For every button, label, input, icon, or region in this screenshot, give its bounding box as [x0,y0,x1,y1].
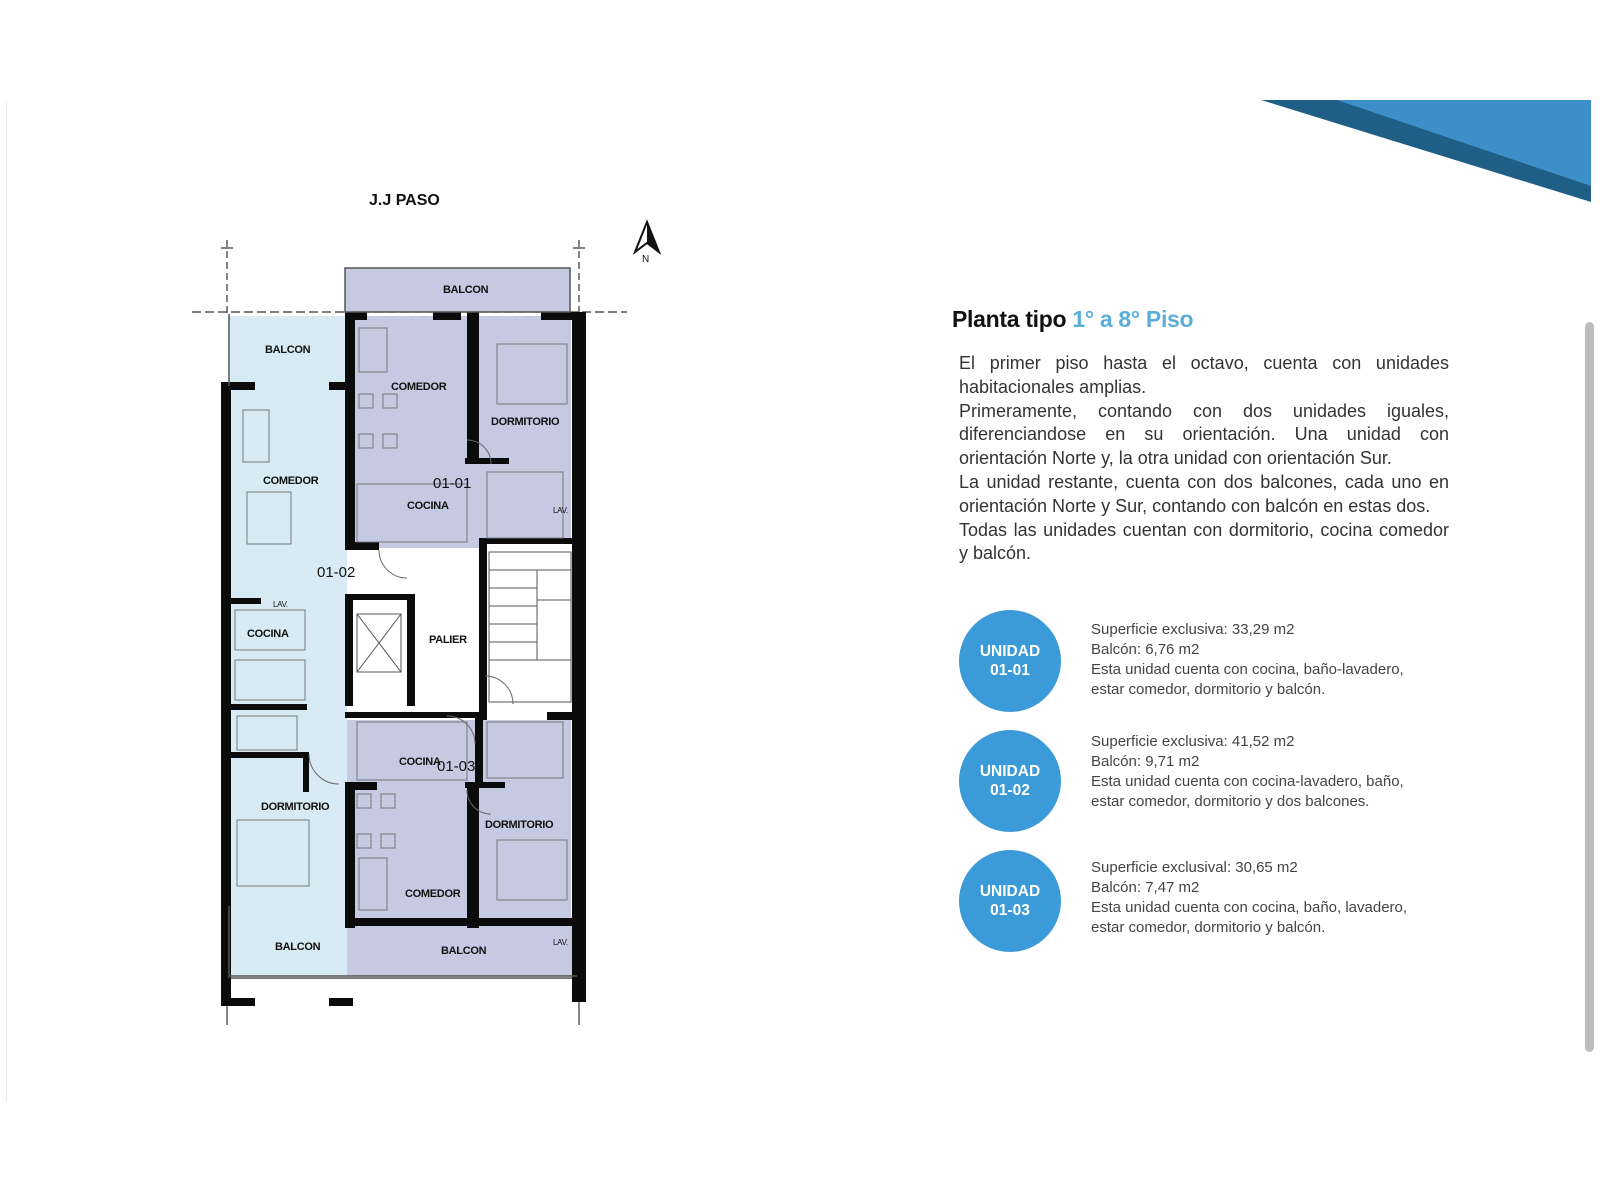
floor-plan [7,100,767,1060]
unit-description: Esta unidad cuenta con cocina, baño, lavadero, estar comedor, dormitorio y balcón. [1091,899,1408,936]
unit-info-0102 [1091,732,1411,812]
intro-paragraph: Todas las unidades cuentan con dormitorio, cocina comedor y balcón. [959,519,1449,564]
label-balcon-bottom: BALCON [441,945,487,957]
unit-card-0102 [959,730,1459,830]
label-cocina-0103: COCINA [399,756,441,768]
unit-card-0103 [959,850,1459,950]
unit-balcony: Balcón: 9,71 m2 [1091,753,1200,770]
badge-line2: 01-01 [990,662,1030,679]
label-lav-0103: LAV. [553,938,568,947]
title-highlight: 1° a 8° Piso [1072,306,1194,332]
unit-surface: Superficie exclusiva: 41,52 m2 [1091,733,1295,750]
room-fills [229,268,577,976]
label-lav-0101: LAV. [553,506,568,515]
label-comedor-0102: COMEDOR [263,475,319,487]
title-main: Planta tipo [952,306,1067,332]
unit-label-0103: 01-03 [437,758,476,775]
intro-paragraph: El primer piso hasta el octavo, cuenta con unidades habitacionales amplias. [959,353,1449,397]
elevator [357,614,401,672]
unit-surface: Superficie exclusival: 30,65 m2 [1091,859,1298,876]
badge-line2: 01-03 [990,902,1030,919]
page-title [952,306,1193,333]
label-palier: PALIER [429,634,467,646]
label-lav-0102: LAV. [273,600,288,609]
unit-balcony: Balcón: 6,76 m2 [1091,641,1200,658]
label-dormitorio-0103: DORMITORIO [485,819,554,831]
intro-paragraph: Primeramente, contando con dos unidades iguales, diferenciandose en su orientación. Una unidad con orientación Norte y, la otra unidad con orientación Sur. [959,400,1449,469]
label-balcon-bottom-left: BALCON [275,941,321,953]
street-label: J.J PASO [369,192,440,209]
badge-line2: 01-02 [990,782,1030,799]
unit-description: Esta unidad cuenta con cocina-lavadero, baño, estar comedor, dormitorio y dos balcones. [1091,773,1404,810]
badge-line1: UNIDAD [979,643,1041,660]
unit-badge-0102 [959,730,1061,832]
badge-line1: UNIDAD [979,883,1041,900]
unit-badge-0101 [959,610,1061,712]
unit-label-0101: 01-01 [433,475,472,492]
unit-info-0101 [1091,620,1411,700]
unit-balcony: Balcón: 7,47 m2 [1091,879,1200,896]
unit-badge-0103 [959,850,1061,952]
label-comedor-0101: COMEDOR [391,381,447,393]
label-dormitorio-0102: DORMITORIO [261,801,330,813]
label-comedor-0103: COMEDOR [405,888,461,900]
north-letter: N [642,254,649,265]
unit-label-0102: 01-02 [317,564,356,581]
label-cocina-0102: COCINA [247,628,289,640]
badge-line1: UNIDAD [979,763,1041,780]
intro-text [959,352,1449,566]
unit-card-0101 [959,610,1459,710]
intro-paragraph: La unidad restante, cuenta con dos balcones, cada uno en orientación Norte y Sur, contando con balcón en estas dos. [959,471,1449,516]
scrollbar-thumb[interactable] [1585,322,1594,1052]
label-cocina-0101: COCINA [407,500,449,512]
document-page [6,100,1591,1102]
unit-info-0103 [1091,858,1411,938]
unit-description: Esta unidad cuenta con cocina, baño-lavadero, estar comedor, dormitorio y balcón. [1091,661,1404,698]
label-balcon-left-top: BALCON [265,344,311,356]
unit-surface: Superficie exclusiva: 33,29 m2 [1091,621,1295,638]
north-arrow-icon [635,222,659,265]
label-dormitorio-0101: DORMITORIO [491,416,560,428]
label-balcon-top: BALCON [443,284,489,296]
